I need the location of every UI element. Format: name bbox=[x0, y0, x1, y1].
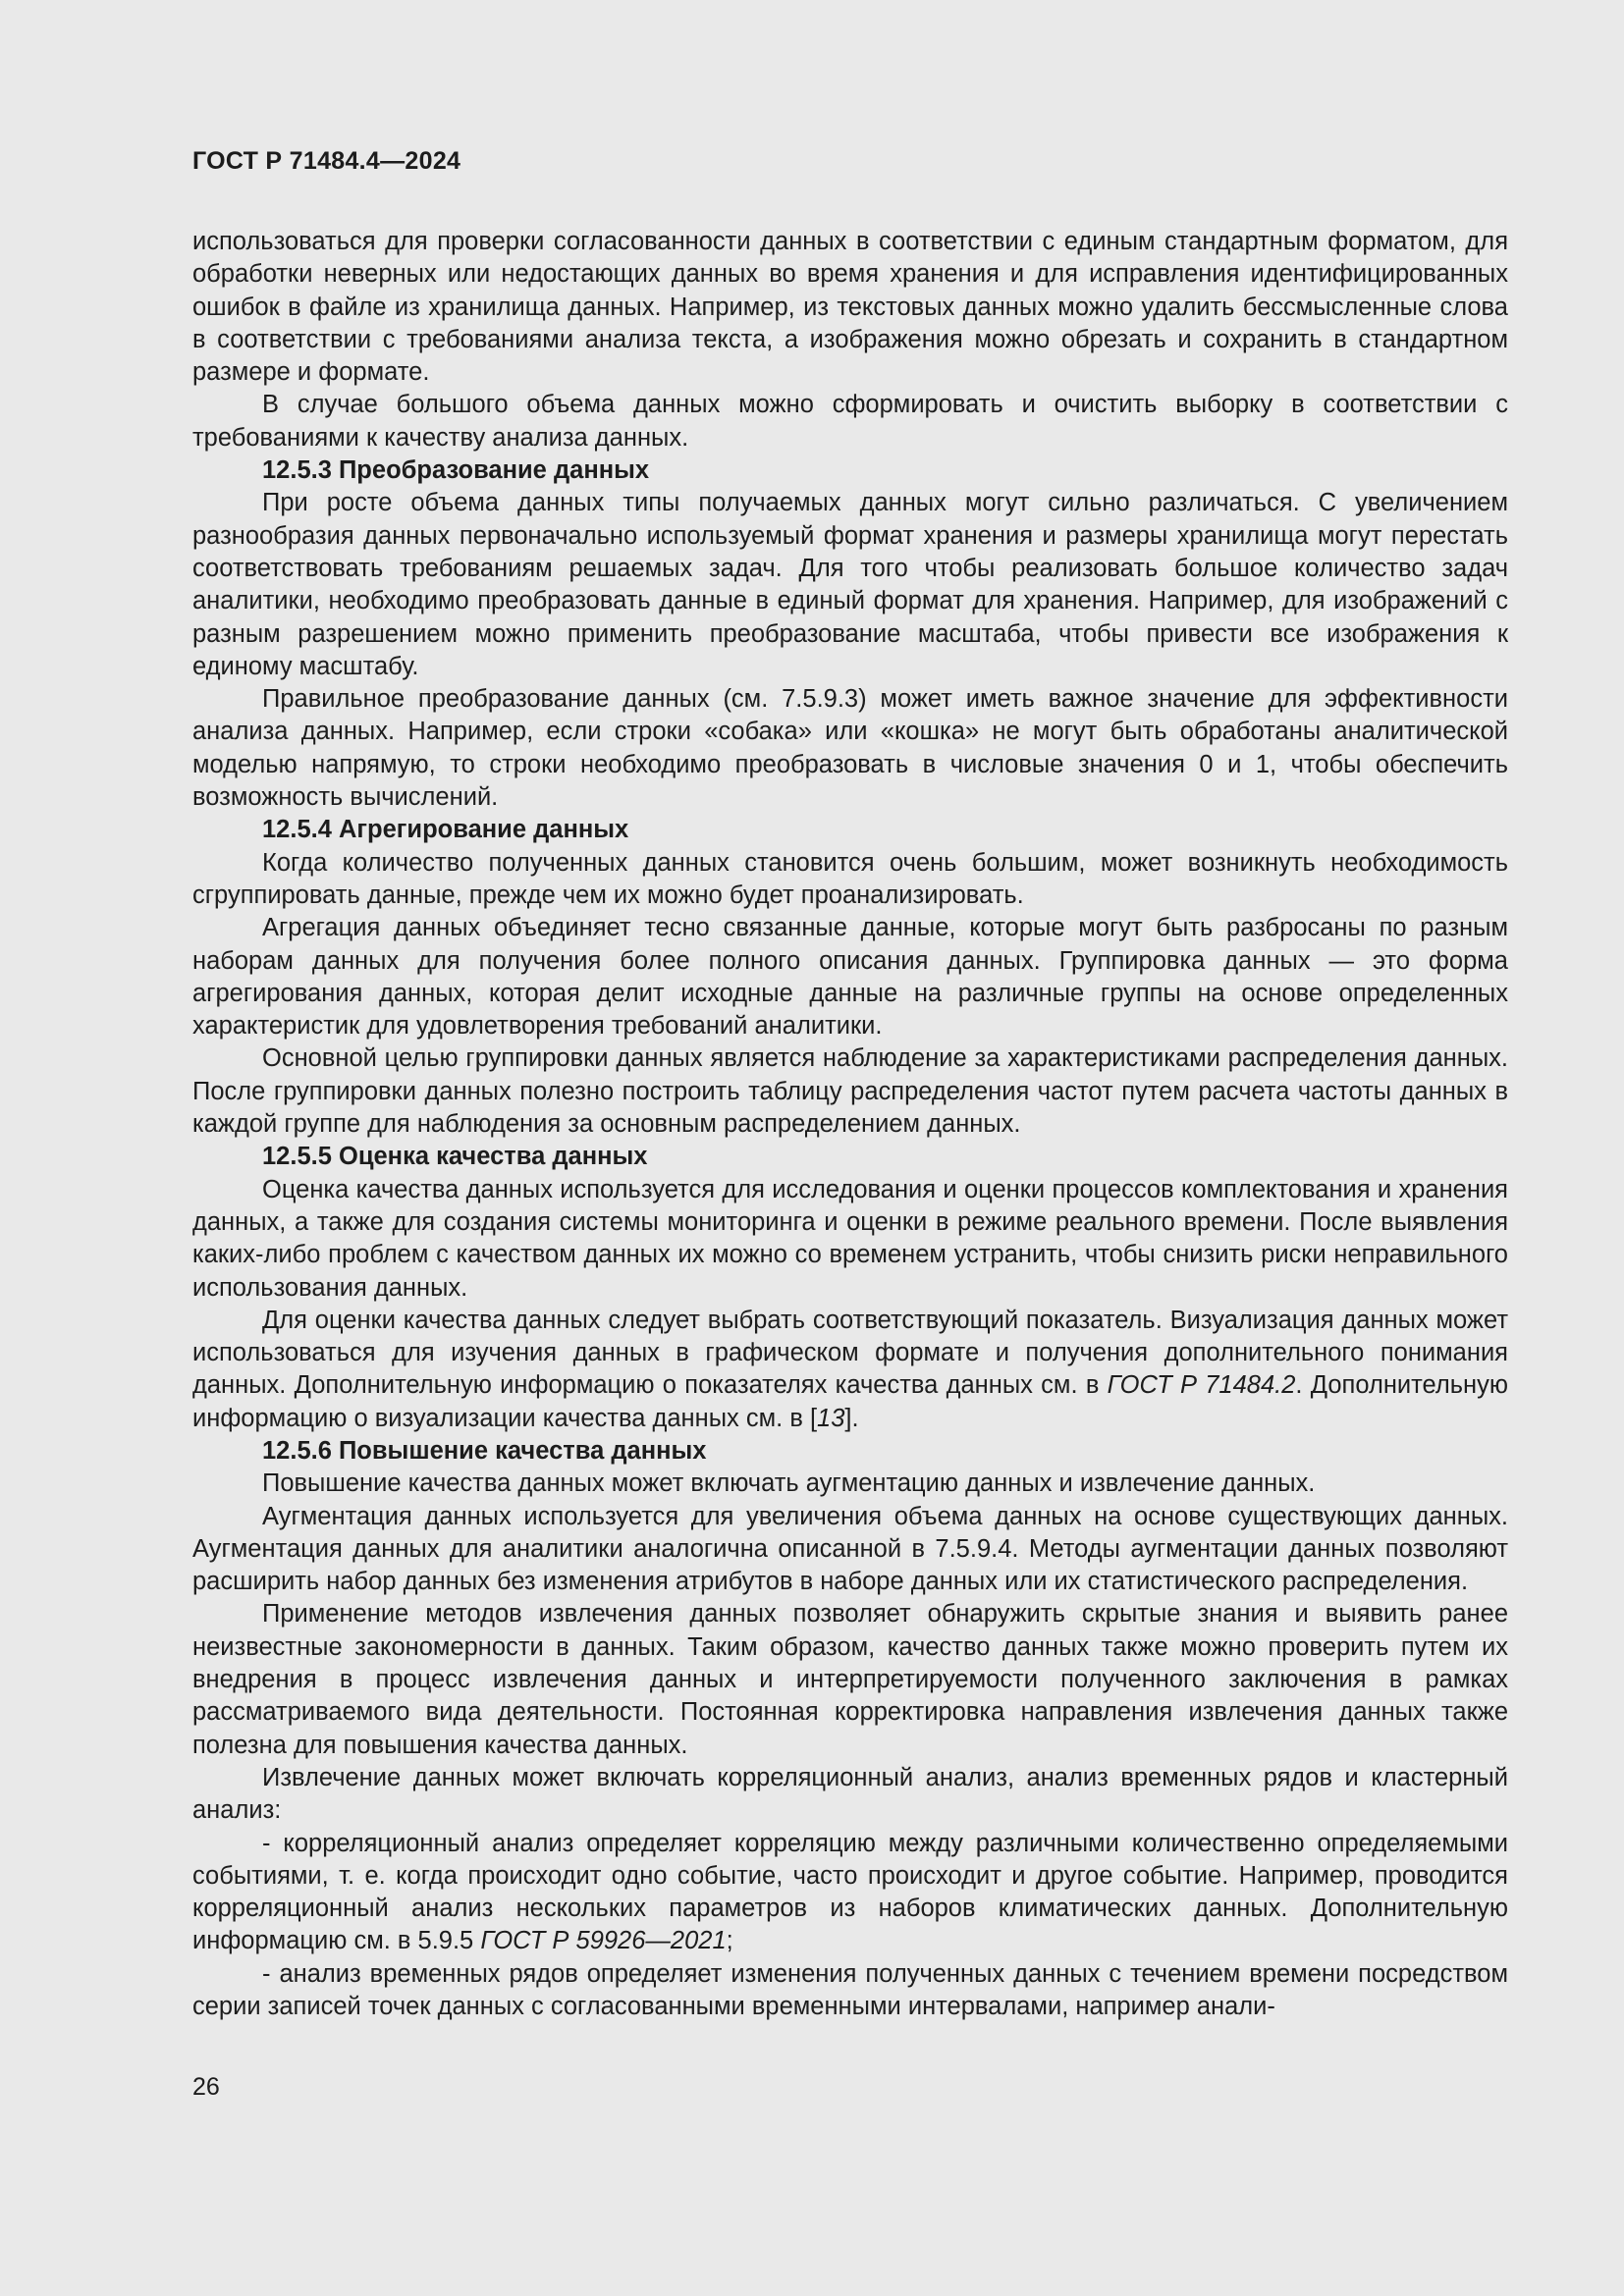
paragraph: При росте объема данных типы получаемых данных могут сильно различаться. С увеличением разнообразия данных первоначально используемый формат хранения и размеры хранилища могут перестать соответствовать требованиям решаемых задач. Для того чтобы реализовать большое количество задач аналитики, необходимо преобразовать данные в единый формат для хранения. Например, для изображений с разным разрешением можно применить преобразование масштаба, чтобы привести все изображения к единому масштабу. bbox=[192, 489, 1508, 680]
standard-reference: ГОСТ Р 59926—2021 bbox=[480, 1927, 727, 1955]
bibliography-reference: 13 bbox=[817, 1404, 845, 1432]
document-body bbox=[192, 226, 1508, 2023]
paragraph: Аугментация данных используется для увеличения объема данных на основе существующих данных. Аугментация данных для аналитики аналогична описанной в 7.5.9.4. Методы аугментации данных позволяют расширить набор данных без изменения атрибутов в наборе данных или их статистического распределения. bbox=[192, 1502, 1508, 1596]
section-heading: 12.5.3 Преобразование данных bbox=[262, 456, 650, 485]
page-number: 26 bbox=[192, 2073, 220, 2101]
paragraph: Правильное преобразование данных (см. 7.5.9.3) может иметь важное значение для эффективности анализа данных. Например, если строки «собака» или «кошка» не могут быть обработаны аналитической моделью напрямую, то строки необходимо преобразовать в числовые значения 0 и 1, чтобы обеспечить возможность вычислений. bbox=[192, 685, 1508, 812]
paragraph: Повышение качества данных может включать аугментацию данных и извлечение данных. bbox=[262, 1469, 1316, 1498]
paragraph: Основной целью группировки данных является наблюдение за характеристиками распределения данных. После группировки данных полезно построить таблицу распределения частот путем расчета частоты данных в каждой группе для наблюдения за основным распределением данных. bbox=[192, 1044, 1508, 1139]
paragraph: Применение методов извлечения данных позволяет обнаружить скрытые знания и выявить ранее неизвестные закономерности в данных. Таким образом, качество данных также можно проверить путем их внедрения в процесс извлечения данных и интерпретируемости полученного заключения в рамках рассматриваемого вида деятельности. Постоянная корректировка направления извлечения данных также полезна для повышения качества данных. bbox=[192, 1600, 1508, 1759]
paragraph: Оценка качества данных используется для исследования и оценки процессов комплектования и хранения данных, а также для создания системы мониторинга и оценки в режиме реального времени. После выявления каких-либо проблем с качеством данных их можно со временем устранить, чтобы снизить риски неправильного использования данных. bbox=[192, 1175, 1508, 1302]
paragraph: Для оценки качества данных следует выбрать соответствующий показатель. Визуализация данных может использоваться для изучения данных в графическом формате и получения дополнительного понимания данных. Дополнительную информацию о показателях качества данных см. в ГОСТ Р 71484.2. Дополнительную информацию о визуализации качества данных см. в [13]. bbox=[192, 1306, 1508, 1432]
document-header: ГОСТ Р 71484.4—2024 bbox=[192, 147, 461, 175]
paragraph: Когда количество полученных данных становится очень большим, может возникнуть необходимость сгруппировать данные, прежде чем их можно будет проанализировать. bbox=[192, 848, 1508, 909]
paragraph: использоваться для проверки согласованности данных в соответствии с единым стандартным форматом, для обработки неверных или недостающих данных во время хранения и для исправления идентифицированных ошибок в файле из хранилища данных. Например, из текстовых данных можно удалить бессмысленные слова в соответствии с требованиями анализа текста, а изображения можно обрезать и сохранить в стандартном размере и формате. bbox=[192, 228, 1508, 387]
standard-reference: ГОСТ Р 71484.2 bbox=[1107, 1371, 1296, 1400]
list-item: - анализ временных рядов определяет изменения полученных данных с течением времени посредством серии записей точек данных с согласованными временными интервалами, например анали- bbox=[192, 1959, 1508, 2021]
paragraph: Извлечение данных может включать корреляционный анализ, анализ временных рядов и кластерный анализ: bbox=[192, 1763, 1508, 1825]
section-heading: 12.5.6 Повышение качества данных bbox=[262, 1436, 707, 1465]
section-heading: 12.5.4 Агрегирование данных bbox=[262, 816, 629, 844]
list-item: - корреляционный анализ определяет корреляцию между различными количественно определяемыми событиями, т. е. когда происходит одно событие, часто происходит и другое событие. Например, проводится корреляционный анализ нескольких параметров из наборов климатических данных. Дополнительную информацию см. в 5.9.5 ГОСТ Р 59926—2021; bbox=[192, 1829, 1508, 1955]
section-heading: 12.5.5 Оценка качества данных bbox=[262, 1143, 648, 1171]
paragraph: Агрегация данных объединяет тесно связанные данные, которые могут быть разбросаны по разным наборам данных для получения более полного описания данных. Группировка данных — это форма агрегирования данных, которая делит исходные данные на различные группы на основе определенных характеристик для удовлетворения требований аналитики. bbox=[192, 914, 1508, 1041]
paragraph: В случае большого объема данных можно сформировать и очистить выборку в соответствии с требованиями к качеству анализа данных. bbox=[192, 391, 1508, 452]
